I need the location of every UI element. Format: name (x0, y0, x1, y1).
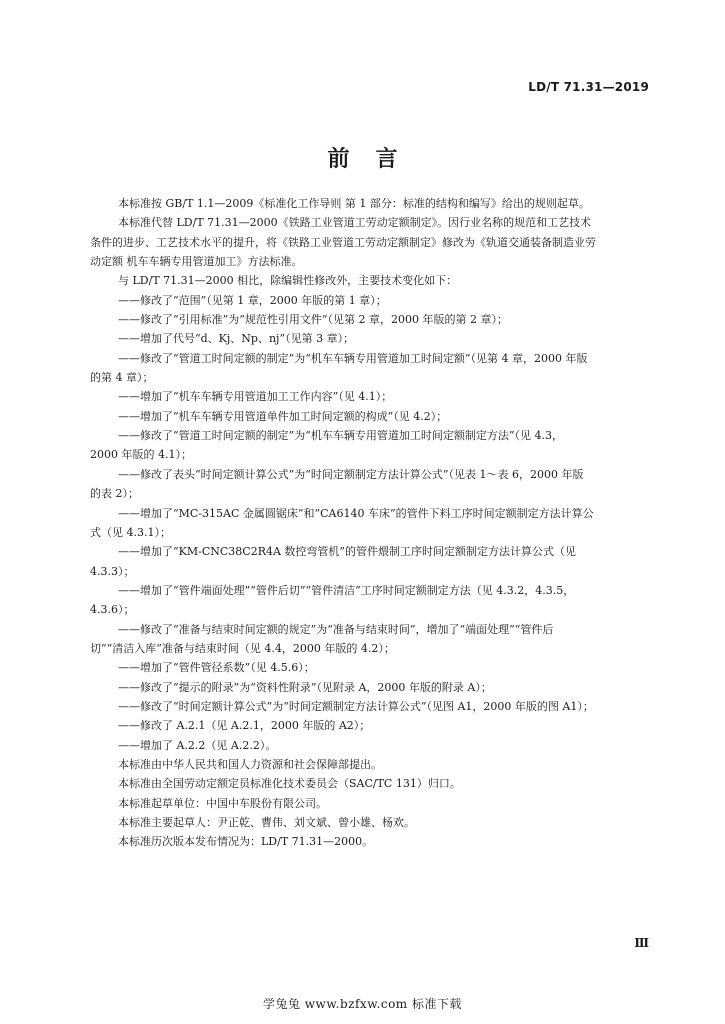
list-item: 4.3.6）； (90, 603, 135, 617)
list-item: ——修改了“管道工时间定额的制定”为“机车车辆专用管道加工时间定额”（见第 4 章，2000 年版 (118, 351, 588, 365)
list-item: ——修改了“引用标准”为“规范性引用文件”（见第 2 章，2000 年版的第 2 章）； (118, 313, 508, 327)
list-item: 式（见 4.3.1）； (90, 525, 171, 539)
paragraph: 本标准按 GB/T 1.1—2009《标准化工作导则 第 1 部分：标准的结构和编写》给出的规则起草。 (118, 197, 590, 210)
list-item: ——修改了表头“时间定额计算公式”为“时间定额制定方法计算公式”（见表 1～表 6，2000 年版 (118, 467, 584, 481)
list-item: ——增加了“MC-315AC 金属圆锯床”和“CA6140 车床”的管件下料工序时间定额制定方法计算公 (118, 506, 594, 520)
list-item: 的第 4 章）； (90, 371, 154, 385)
foreword-body (90, 194, 662, 852)
list-item: ——修改了“时间定额计算公式”为“时间定额制定方法计算公式”（见图 A1，2000 年版的图 A1）； (118, 699, 594, 713)
list-item: ——增加了“机车车辆专用管道单件加工时间定额的构成”（见 4.2）； (118, 409, 448, 423)
footer-watermark: 学兔兔 www.bzfxw.com 标准下载 (262, 997, 463, 1011)
list-item: ——修改了“范围”（见第 1 章，2000 年版的第 1 章）； (118, 293, 387, 307)
list-item: ——增加了代号“d、Kj、Np、nj”（见第 3 章）； (118, 332, 355, 346)
paragraph: 动定额 机车车辆专用管道加工》方法标准。 (90, 255, 303, 269)
list-item: 的表 2）； (90, 487, 139, 501)
page-title: 前言 (327, 147, 424, 172)
list-item: ——增加了“机车车辆专用管道加工工作内容”（见 4.1）； (118, 390, 393, 404)
list-item: ——增加了 A.2.2（见 A.2.2）。 (118, 738, 277, 752)
paragraph: 本标准代替 LD/T 71.31—2000《铁路工业管道工劳动定额制定》。因行业名称的规范和工艺技术 (118, 216, 592, 230)
list-item: ——增加了“管件端面处理”“管件后切”“管件清洁”工序时间定额制定方法（见 4.3.2，4.3.5， (118, 583, 575, 597)
paragraph: 与 LD/T 71.31—2000 相比，除编辑性修改外，主要技术变化如下： (118, 274, 458, 288)
list-item: ——修改了“准备与结束时间定额的规定”为“准备与结束时间”，增加了“端面处理”“管件后 (118, 622, 554, 636)
paragraph: 本标准由全国劳动定额定员标准化技术委员会（SAC/TC 131）归口。 (118, 777, 461, 791)
standard-code: LD/T 71.31—2019 (528, 80, 649, 94)
paragraph: 本标准历次版本发布情况为：LD/T 71.31—2000。 (118, 835, 374, 849)
list-item: ——增加了“KM-CNC38C2R4A 数控弯管机”的管件煨制工序时间定额制定方法计算公式（见 (118, 545, 577, 559)
list-item: ——修改了“管道工时间定额的制定”为“机车车辆专用管道加工时间定额制定方法”（见 4.3， (118, 429, 563, 443)
page-number: Ⅲ (634, 936, 649, 950)
list-item: ——修改了“提示的附录”为“资料性附录”（见附录 A，2000 年版的附录 A）； (118, 680, 492, 694)
list-item: 切”“清洁入库”准备与结束时间（见 4.4，2000 年版的 4.2）； (90, 641, 395, 655)
list-item: 4.3.3）； (90, 564, 135, 578)
list-item: ——修改了 A.2.1（见 A.2.1，2000 年版的 A2）； (118, 719, 371, 733)
paragraph: 本标准主要起草人：尹正乾、曹伟、刘文斌、曾小雄、杨欢。 (118, 816, 415, 829)
paragraph: 本标准由中华人民共和国人力资源和社会保障部提出。 (118, 757, 382, 771)
list-item: 2000 年版的 4.1）； (90, 448, 192, 462)
paragraph: 本标准起草单位：中国中车股份有限公司。 (118, 796, 327, 810)
list-item: ——增加了“管件管径系数”（见 4.5.6）； (118, 661, 315, 675)
paragraph: 条件的进步、工艺技术水平的提升，将《铁路工业管道工劳动定额制定》修改为《轨道交通装备制造业劳 (90, 235, 596, 249)
